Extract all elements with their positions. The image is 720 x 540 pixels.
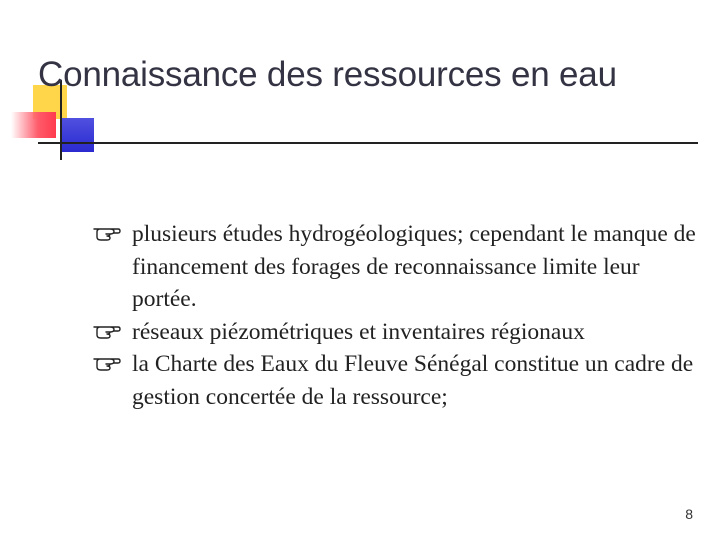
bullet-item — [92, 218, 707, 316]
logo-red-bar — [11, 112, 56, 138]
bullet-text: la Charte des Eaux du Fleuve Sénégal constitue un cadre de gestion concertée de la ressource; — [132, 351, 694, 410]
pointing-hand-icon — [92, 351, 122, 373]
bullet-text: réseaux piézométriques et inventaires régionaux — [132, 318, 585, 345]
slide-title: Connaissance des ressources en eau — [38, 55, 617, 94]
pointing-hand-icon — [92, 319, 122, 341]
logo-blue-square — [60, 118, 94, 152]
bullet-list — [92, 218, 707, 413]
page-number: 8 — [685, 506, 693, 522]
bullet-item — [92, 348, 707, 413]
bullet-text: plusieurs études hydrogéologiques; cependant le manque de financement des forages de reconnaissance limite leur portée. — [132, 221, 696, 312]
bullet-item — [92, 316, 707, 349]
pointing-hand-icon — [92, 221, 122, 243]
title-underline — [38, 142, 698, 144]
